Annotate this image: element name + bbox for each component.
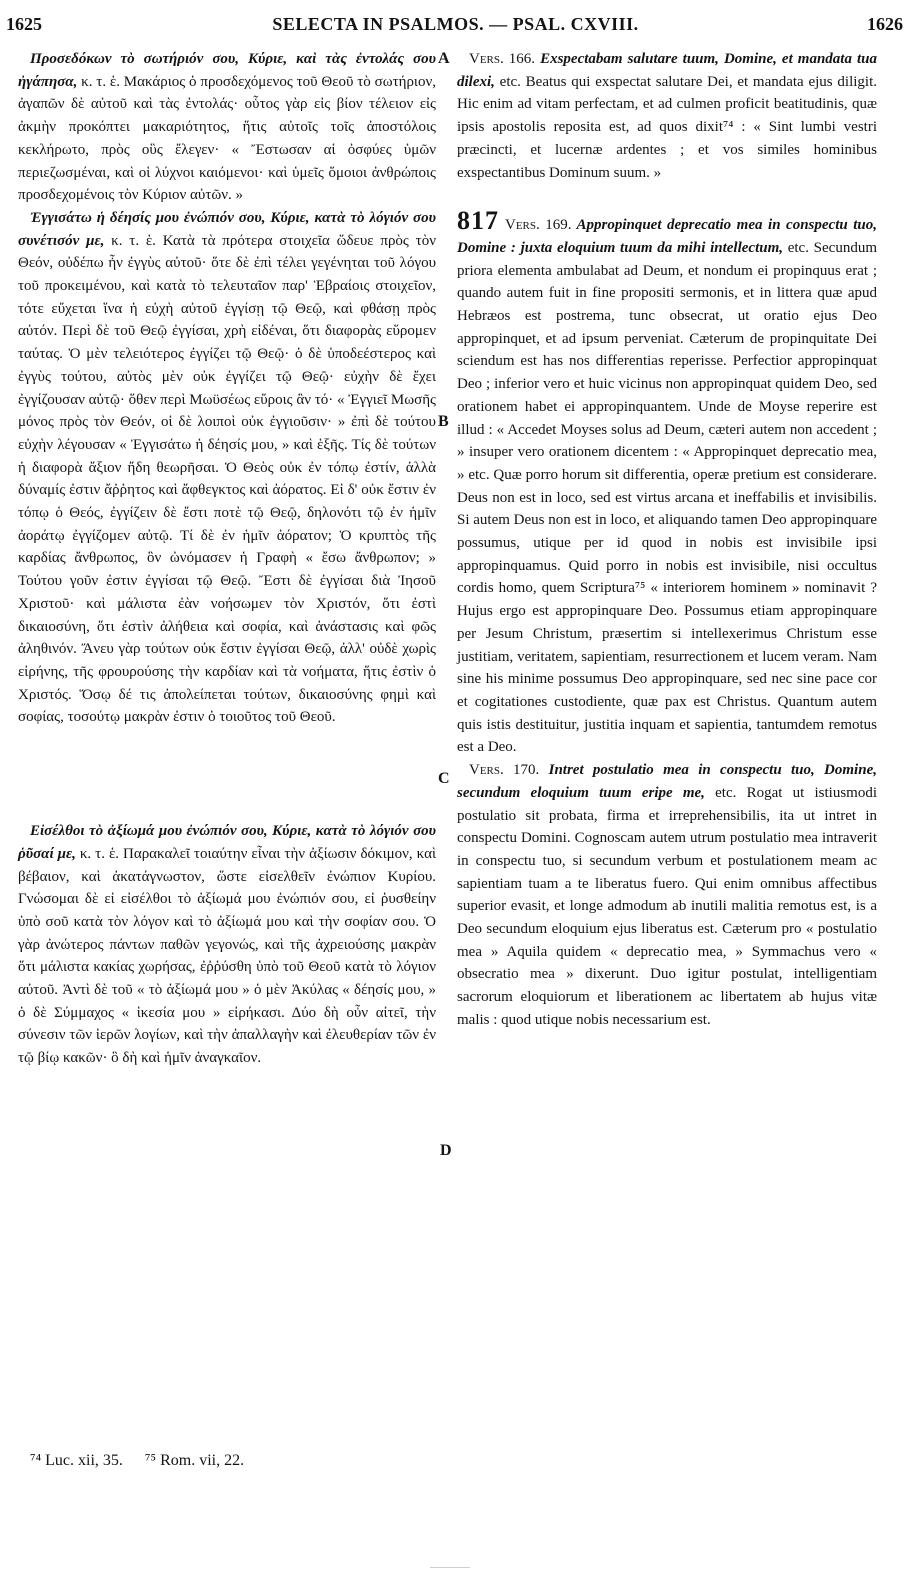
- latin-paragraph-v170: [457, 759, 877, 1031]
- paragraph-gap: [457, 184, 877, 210]
- greek-paragraph-v166: [18, 48, 436, 207]
- latin-commentary-v169: etc. Secundum priora elementa ambulabat ad Deum, et nondum ei propinquus erat ; quando autem fuit in fine propositi sermonis, et in littera quæ apud Hebræos est postrema, tunc obsecrat, ut oratio ejus Deo appropinquet, et ad ipsum perveniat. Cæterum de propinquitate Dei sciendum est has nos differentias reperisse. Perfectior appropinquat Deo ; inferior vero et huic vicinus non appropinquat quidem Deo, sed orationem habet ei appropinquantem. Unde de Moyse reperire est illud : « Accedet Moyses solus ad Deum, cæteri autem non accedent ; » insuper vero orationem dicentem : « Appropinquet deprecatio mea, » etc. Quæ porro horum sit differentia, operæ pretium est considerare. Deus non est in loco, sed est virtus arcana et ineffabilis et invisibilis. Si autem Deus non est in loco, et aliquando tamen Deo appropinquare possumus, utique per id quod in nobis est invisibile ipsi appropinquamus. Quid porro in nobis est invisibile, nisi occultus cordis homo, quem Scriptura⁷⁵ « interiorem hominem » nominavit ? Hujus ergo est appropinquare Deo. Possumus etiam appropinquare per Jesum Christum, præsertim si intellexerimus Christum esse justitiam, veritatem, sapientiam, resurrectionem et lucem veram. Nam sine his minime possumus Deo appropinquare, sed nec sine pace cor et cogitationes custodiente, quæ pax est Christus. Quantum autem quis istis destituitur, justitia inquam et sapientia, tantumdem remotus est a Deo.: [457, 239, 877, 756]
- latin-lemma-v170: Intret postulatio mea in conspectu tuo, Domine, secundum eloquium tuum eripe me,: [457, 762, 877, 801]
- margin-letter-b: B: [438, 413, 449, 430]
- greek-paragraph-v169: [18, 207, 436, 729]
- latin-commentary-v170: etc. Rogat ut istiusmodi postulatio sit probata, firma et irreprehensibilis, ita ut intret in conspectu Domini. Cognoscam autem utrum postulatio mea intraverit in conspectu tuo, si secundum verbum et postulationem meam ac sapientiam tuam a te liberatus fuero. Qui enim omnibus affectibus superior evasit, et longe admodum ab inutili malitia remotus est, is a Deo secundum eloquium ejus liberatus est. Cæterum pro « postulatio mea » Aquila quidem « deprecatio mea, » Symmachus vero « obsecratio mea » dixerunt. Duo igitur postulat, intelligentiam sacrorum eloquiorum et liberationem ac libertatem ab hujus vitæ malis : quod utique nobis necessarium est.: [457, 784, 878, 1028]
- greek-lemma-v166: Προσεδόκων τὸ σωτήριόν σου, Κύριε, καὶ τὰς ἐντολάς σου ἠγάπησα,: [18, 51, 436, 90]
- greek-lemma-v170: Εἰσέλθοι τὸ ἀξίωμά μου ἐνώπιόν σου, Κύριε, κατὰ τὸ λόγιόν σου ῥῦσαί με,: [18, 823, 436, 862]
- bottom-rule: [430, 1567, 470, 1568]
- greek-commentary-v170: κ. τ. ἑ. Παρακαλεῖ τοιαύτην εἶναι τὴν ἀξίωσιν δόκιμον, καὶ βέβαιον, καὶ ἀκατάγνωστον, ὥστε εἰσελθεῖν ἐνώπιον Κυρίου. Γνώσομαι δὲ εἰ εἰσέλθοι τὸ ἀξίωμά μου ἐνώπιόν σου, εἰ ῥυσθείην ὑπὸ σοῦ κατὰ τὸν λόγον καὶ τὸ ἀξίωμά μου καὶ τὴν σοφίαν σου. Ὁ γὰρ ἀνώτερος πάντων παθῶν γεγονώς, καὶ τῆς ἀχρειούσης μακρὰν ὅτι μάλιστα κακίας χωρήσας, ἐῤῥύσθη ὑπὸ τοῦ Θεοῦ κατὰ τὸ λόγιον αὐτοῦ. Ἀντὶ δὲ τοῦ « τὸ ἀξίωμά μου » ὁ μὲν Ἀκύλας « δέησίς μου, » ὁ δὲ Σύμμαχος « ἱκεσία μου » εἰρήκασι. Δύο δὴ οὖν αἰτεῖ, τὴν σύνεσιν τῶν ἱερῶν λογίων, καὶ τὴν ἀπαλλαγὴν καὶ ἐλευθερίαν τῶν ἐν τῷ βίῳ κακῶν· ὃ δὴ καὶ ἡμῖν ἀναγκαῖον.: [18, 845, 436, 1067]
- greek-column: [18, 48, 436, 1070]
- margin-letter-d: D: [440, 1142, 452, 1159]
- left-page-number: 1625: [6, 14, 42, 34]
- verse-number-169: Vers. 169.: [505, 217, 572, 234]
- greek-commentary-v169: κ. τ. ἑ. Κατὰ τὰ πρότερα στοιχεῖα ὥδευε πρὸς τὸν Θεόν, οὐδέπω ἦν ἐγγὺς αὐτοῦ· ὅτε δὲ ἐπὶ τέλει γεγένηται τοῦ λόγου τοῦ προκειμένου, καὶ κατὰ τὸ τελευταῖον παρ' Ἑβραίοις στοιχεῖον, τότε εὔχεται ἵνα ἡ εὐχὴ αὐτοῦ ἐγγίσῃ τῷ Θεῷ, καὶ φθάσῃ πρὸς αὐτόν. Περὶ δὲ τοῦ Θεῷ ἐγγίσαι, χρὴ εἰδέναι, ὅτι διαφορὰς εὕρομεν ταύτας. Ὁ μὲν τελειότερος ἐγγίζει τῷ Θεῷ· ὁ δὲ ὑποδεέστερος καὶ ἐγγὺς τούτου, αὐτὸς μὲν οὐκ ἐγγίζει τῷ Θεῷ· εὐχὴν δὲ ἔχει ἐγγίζουσαν αὐτῷ· ὅθεν περὶ Μωϋσέως εὕροις ἂν τό· « Ἐγγιεῖ Μωσῆς μόνος πρὸς τὸν Θεόν, οἱ δὲ λοιποὶ οὐκ ἐγγιοῦσιν· » ἐπὶ δὲ τούτου εὐχὴν λέγουσαν « Ἐγγισάτω ἡ δέησίς μου, » καὶ ἑξῆς. Τίς δὲ τούτων ἡ διαφορὰ ἄξιον ἤδη θεωρῆσαι. Ὁ Θεὸς οὐκ ἐν τόπῳ ἐστίν, ἀλλὰ δύναμίς ἐστιν ἄῤῥητος καὶ ἄφθεγκτος καὶ ἀόρατος. Εἰ δ' οὐκ ἔστιν ἐν τόπῳ ὁ Θεός, ἐγγίζειν δὲ ἔστι ποτὲ τῷ Θεῷ, δηλονότι τῷ ἐν ἡμῖν ἀοράτῳ ἐγγίζομεν αὐτῷ. Τί δὲ ἐν ἡμῖν ἀόρατον; Ὁ κρυπτὸς τῆς καρδίας ἄνθρωπος, ὃν ὠνόμασεν ἡ Γραφὴ « ἔσω ἄνθρωπον; » Τούτου γοῦν ἐστιν ἐγγίσαι τῷ Θεῷ. Ἔστι δὲ ἐγγίσαι διὰ Ἰησοῦ Χριστοῦ· καὶ μάλιστα ἐὰν νοήσωμεν τὸν Χριστόν, ὅτι ἐστὶ δικαιοσύνη, ὅτι ἐστὶν ἀλήθεια καὶ σοφία, καὶ ἀνάστασις καὶ φῶς ἀληθινόν. Ἄνευ γὰρ τούτων οὐκ ἔστιν ἐγγίσαι Θεῷ, ἀλλ' οὐδὲ χωρὶς εἰρήνης, τῆς φρουρούσης τὴν καρδίαν καὶ τὰ νοήματα, ἥτις ἐστὶν ὁ Χριστός. Ὅσῳ δέ τις ἀπολείπεται τούτων, δικαιοσύνης φημὶ καὶ σοφίας, τοσούτῳ μακρὰν ἐστιν ὁ τοιοῦτος τοῦ Θεοῦ.: [18, 232, 436, 726]
- right-page-number: 1626: [867, 14, 903, 34]
- latin-lemma-v169: Appropinquet deprecatio mea in conspectu tuo, Domine : juxta eloquium tuum da mihi intellectum,: [457, 217, 877, 256]
- verse-number-166: Vers. 166.: [469, 51, 536, 67]
- latin-paragraph-v169: [457, 206, 877, 759]
- greek-commentary-v166: κ. τ. ἑ. Μακάριος ὁ προσδεχόμενος τοῦ Θεοῦ τὸ σωτήριον, ἀγαπῶν δὲ αὐτοῦ καὶ τὰς ἐντολάς· οὗτος γὰρ εἰς βίον τέλειον εἰς ἀκμὴν προκόπτει μακαριότητος, ἥτις αὐτοῖς τοῖς ἀποστόλοις κεκλήρωτο, πρὸς οὓς ἔλεγεν· « Ἔστωσαν αἱ ὀσφύες ὑμῶν περιεζωσμέναι, καὶ οἱ λύχνοι καιόμενοι· καὶ ὑμεῖς ὅμοιοι ἀνθρώποις προσδεχομένοις τὸν Κύριον αὐτῶν. »: [18, 73, 436, 204]
- column-number: 817: [457, 206, 499, 236]
- margin-letter-a: A: [438, 50, 450, 67]
- page-header: [0, 14, 911, 40]
- verse-number-170: Vers. 170.: [469, 762, 540, 779]
- column-gap: [18, 729, 436, 820]
- greek-paragraph-v170: [18, 820, 436, 1070]
- footnote-74: ⁷⁴ Luc. xii, 35.: [30, 1452, 123, 1469]
- margin-letter-c: C: [438, 770, 450, 787]
- latin-lemma-v166: Exspectabam salutare tuum, Domine, et mandata tua dilexi,: [457, 51, 877, 90]
- latin-paragraph-v166: [457, 48, 877, 184]
- footnote-75: ⁷⁵ Rom. vii, 22.: [144, 1452, 245, 1469]
- latin-commentary-v166: etc. Beatus qui exspectat salutare Dei, et mandata ejus diligit. Hic enim ad vitam perfectam, et ad culmen proficit beatitudinis, quæ ipsis apostolis reposita est, ad quos dixit⁷⁴ : « Sint lumbi vestri præcincti, et lucernæ ardentes ; et vos similes hominibus exspectantibus Dominum suum. »: [457, 73, 877, 181]
- latin-column: [457, 48, 877, 1032]
- running-title: SELECTA IN PSALMOS. — PSAL. CXVIII.: [272, 14, 639, 34]
- greek-lemma-v169: Ἐγγισάτω ἡ δέησίς μου ἐνώπιόν σου, Κύριε, κατὰ τὸ λόγιόν σου συνέτισόν με,: [18, 209, 436, 249]
- footnotes: [30, 1452, 262, 1470]
